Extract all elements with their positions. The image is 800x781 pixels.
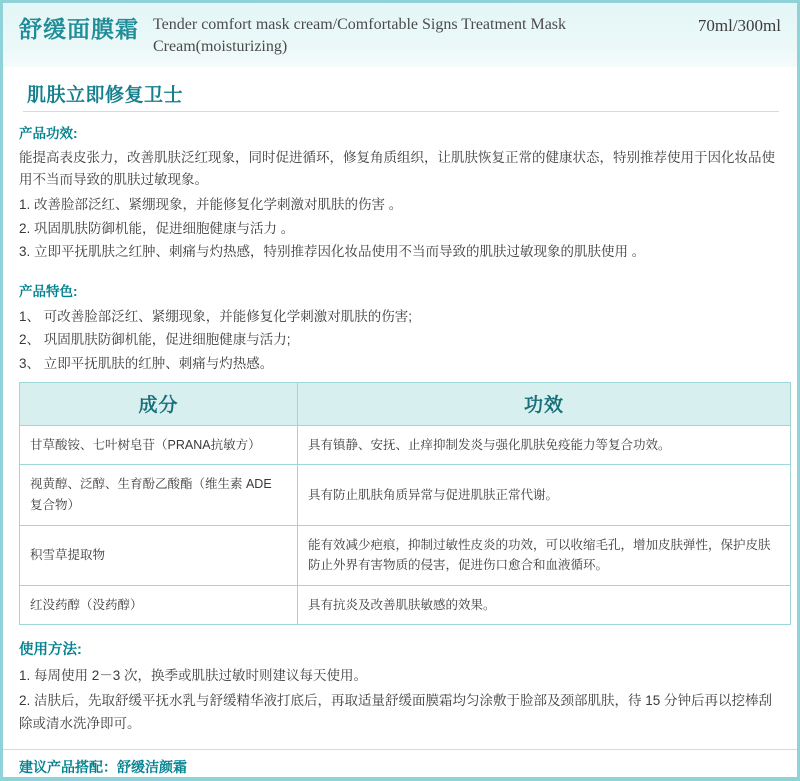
cell-ingredient: 红没药醇（没药醇） — [20, 585, 298, 625]
cell-ingredient: 积雪草提取物 — [20, 525, 298, 585]
table-header-row — [20, 382, 791, 425]
list-item: 1、 可改善脸部泛红、紧绷现象，并能修复化学刺激对肌肤的伤害; — [19, 308, 413, 324]
footer-accent-bar — [3, 777, 797, 781]
footer-recommendation: 建议产品搭配：舒缓洁颜霜 — [19, 759, 187, 775]
page-footer — [3, 749, 797, 781]
features-list — [19, 305, 783, 376]
effects-list — [19, 193, 783, 264]
product-name-cn: 舒缓面膜霜 — [19, 16, 139, 42]
table-header-ingredient: 成分 — [20, 382, 298, 425]
spacer — [17, 266, 783, 280]
table-header-effect: 功效 — [298, 382, 791, 425]
table-row — [20, 525, 791, 585]
subtitle-divider — [23, 111, 779, 112]
cell-ingredient: 甘草酸铵、七叶树皂苷（PRANA抗敏方） — [20, 425, 298, 465]
product-name-en: Tender comfort mask cream/Comfortable Signs Treatment Mask Cream(moisturizing) — [153, 16, 567, 55]
page-content — [3, 80, 797, 736]
table-row — [20, 585, 791, 625]
cell-effect: 具有抗炎及改善肌肤敏感的效果。 — [298, 585, 791, 625]
cell-effect: 具有镇静、安抚、止痒抑制发炎与强化肌肤免疫能力等复合功效。 — [298, 425, 791, 465]
usage-line: 1. 每周使用 2－3 次，换季或肌肤过敏时则建议每天使用。 — [19, 668, 368, 684]
cell-effect: 具有防止肌肤角质异常与促进肌肤正常代谢。 — [298, 465, 791, 525]
list-item: 3、 立即平抚肌肤的红肿、刺痛与灼热感。 — [19, 356, 274, 372]
table-row — [20, 465, 791, 525]
section-label-usage: 使用方法: — [19, 642, 82, 659]
usage-line: 2. 洁肤后，先取舒缓平抚水乳与舒缓精华液打底后，再取适量舒缓面膜霜均匀涂敷于脸部及颈部肌肤，待 15 分钟后再以挖棒刮除或清水洗净即可。 — [19, 693, 773, 732]
cell-effect: 能有效减少疤痕，抑制过敏性皮炎的功效，可以收缩毛孔，增加皮肤弹性，保护皮肤防止外界有害物质的侵害，促进伤口愈合和血液循环。 — [298, 525, 791, 585]
product-volume: 70ml/300ml — [697, 16, 781, 35]
page-subtitle: 肌肤立即修复卫士 — [27, 85, 184, 107]
list-item: 3. 立即平抚肌肤之红肿、刺痛与灼热感，特别推荐因化妆品使用不当而导致的肌肤过敏现象的肌肤使用 。 — [19, 244, 646, 260]
list-item: 2、 巩固肌肤防御机能，促进细胞健康与活力; — [19, 332, 291, 348]
cell-ingredient: 视黄醇、泛醇、生育酚乙酸酯（维生素 ADE 复合物） — [20, 465, 298, 525]
list-item: 1. 改善脸部泛红、紧绷现象，并能修复化学刺激对肌肤的伤害 。 — [19, 196, 403, 212]
section-label-effects: 产品功效: — [19, 126, 78, 142]
table-row — [20, 425, 791, 465]
list-item: 2. 巩固肌肤防御机能，促进细胞健康与活力 。 — [19, 220, 295, 236]
page-header — [3, 3, 797, 67]
ingredients-table — [19, 382, 791, 626]
section-label-features: 产品特色: — [19, 283, 78, 299]
effects-paragraph: 能提高表皮张力，改善肌肤泛红现象，同时促进循环，修复角质组织，让肌肤恢复正常的健康状态，特别推荐使用于因化妆品使用不当而导致的肌肤过敏现象。 — [19, 150, 775, 188]
